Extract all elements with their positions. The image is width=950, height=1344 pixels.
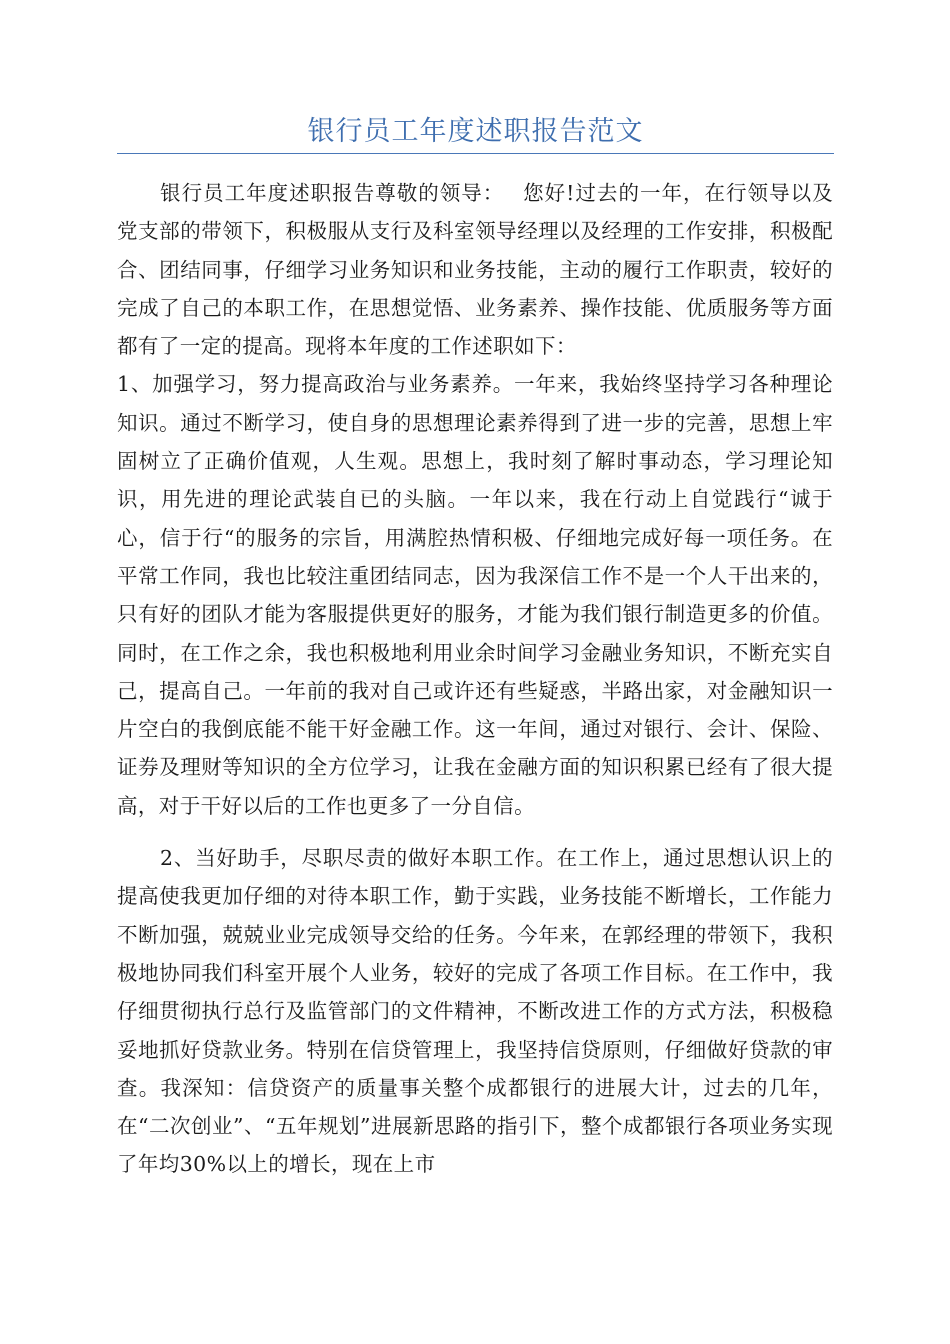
document-body: [117, 174, 833, 1184]
paragraph-intro: 银行员工年度述职报告尊敬的领导： 您好!过去的一年，在行领导以及党支部的带领下，积极服从支行及科室领导经理以及经理的工作安排，积极配合、团结同事，仔细学习业务知识和业务技能，主动的履行工作职责，较好的完成了自己的本职工作，在思想觉悟、业务素养、操作技能、优质服务等方面都有了一定的提高。现将本年度的工作述职如下：: [117, 181, 833, 359]
document-title: 银行员工年度述职报告范文: [307, 116, 644, 147]
title-underline: [117, 153, 834, 154]
paragraph-section-2: 2、当好助手，尽职尽责的做好本职工作。在工作上，通过思想认识上的提高使我更加仔细的对待本职工作，勤于实践，业务技能不断增长，工作能力不断加强，兢兢业业完成领导交给的任务。今年来，在郭经理的带领下，我积极地协同我们科室开展个人业务，较好的完成了各项工作目标。在工作中，我仔细贯彻执行总行及监管部门的文件精神，不断改进工作的方式方法，积极稳妥地抓好贷款业务。特别在信贷管理上，我坚持信贷原则，仔细做好贷款的审查。我深知：信贷资产的质量事关整个成都银行的进展大计，过去的几年，在“二次创业”、“五年规划”进展新思路的指引下，整个成都银行各项业务实现了年均30%以上的增长，现在上市: [117, 846, 833, 1177]
paragraph-section-1: 1、加强学习，努力提高政治与业务素养。一年来，我始终坚持学习各种理论知识。通过不断学习，使自身的思想理论素养得到了进一步的完善，思想上牢固树立了正确价值观，人生观。思想上，我时刻了解时事动态，学习理论知识，用先进的理论武装自已的头脑。一年以来，我在行动上自觉践行“诚于心，信于行“的服务的宗旨，用满腔热情积极、仔细地完成好每一项任务。在平常工作同，我也比较注重团结同志，因为我深信工作不是一个人干出来的，只有好的团队才能为客服提供更好的服务，才能为我们银行制造更多的价值。同时，在工作之余，我也积极地利用业余时间学习金融业务知识，不断充实自己，提高自己。一年前的我对自己或许还有些疑惑，半路出家，对金融知识一片空白的我倒底能不能干好金融工作。这一年间，通过对银行、会计、保险、证券及理财等知识的全方位学习，让我在金融方面的知识积累已经有了很大提高，对于干好以后的工作也更多了一分自信。: [117, 372, 833, 818]
